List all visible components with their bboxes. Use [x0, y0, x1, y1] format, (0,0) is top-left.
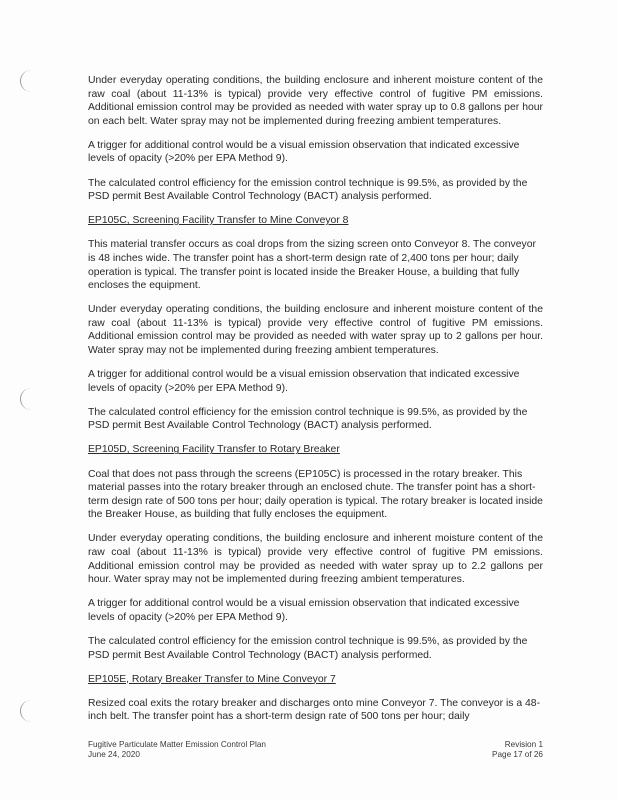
binder-hole-mark — [20, 700, 31, 722]
section-heading: EP105E, Rotary Breaker Transfer to Mine Conveyor 7 — [88, 673, 336, 685]
paragraph: This material transfer occurs as coal drops from the sizing screen onto Conveyor 8. The conveyor is 48 inches wide. The transfer point has a short-term design rate of 2,400 tons per hour; daily operation is typical. The transfer point is located inside the Breaker House, a building that fully encloses the equipment. — [88, 239, 536, 292]
page-footer — [88, 740, 543, 760]
paragraph: A trigger for additional control would be a visual emission observation that indicated excessive levels of opacity (>20% per EPA Method 9). — [88, 598, 520, 623]
paragraph: Under everyday operating conditions, the building enclosure and inherent moisture content of the raw coal (about 11-13% is typical) provide very effective control of fugitive PM emissions. Additional emission control may be provided as needed with water spray up to 0.8 gallons per hour on each belt. Water spray may not be implemented during freezing ambient temperatures. — [88, 75, 543, 127]
binder-hole-mark — [20, 388, 31, 410]
paragraph: A trigger for additional control would be a visual emission observation that indicated excessive levels of opacity (>20% per EPA Method 9). — [88, 369, 520, 394]
paragraph: The calculated control efficiency for the emission control technique is 99.5%, as provided by the PSD permit Best Available Control Technology (BACT) analysis performed. — [88, 177, 528, 203]
paragraph: The calculated control efficiency for the emission control technique is 99.5%, as provided by the PSD permit Best Available Control Technology (BACT) analysis performed. — [88, 406, 528, 432]
paragraph: Under everyday operating conditions, the building enclosure and inherent moisture content of the raw coal (about 11-13% is typical) provide very effective control of fugitive PM emissions. Additional emission control may be provided as needed with water spray up to 2 gallons per hour. Water spray may not be implemented during freezing ambient temperatures. — [88, 304, 543, 356]
paragraph: Coal that does not pass through the screens (EP105C) is processed in the rotary breaker. This material passes into the rotary breaker through an enclosed chute. The transfer point has a short-term design rate of 500 tons per hour; daily operation is typical. The rotary breaker is located inside the Breaker House, as building that fully encloses the equipment. — [88, 468, 543, 521]
paragraph: A trigger for additional control would be a visual emission observation that indicated excessive levels of opacity (>20% per EPA Method 9). — [88, 139, 520, 165]
paragraph: The calculated control efficiency for the emission control technique is 99.5%, as provided by the PSD permit Best Available Control Technology (BACT) analysis performed. — [88, 636, 528, 661]
paragraph: Under everyday operating conditions, the building enclosure and inherent moisture content of the raw coal (about 11-13% is typical) provide very effective control of fugitive PM emissions. Additional emission control may be provided as needed with water spray up to 2.2 gallons per hour. Water spray may not be implemented during freezing ambient temperatures. — [88, 533, 543, 586]
footer-date: June 24, 2020 — [88, 750, 140, 759]
binder-hole-mark — [20, 70, 31, 92]
footer-revision: Revision 1 — [504, 740, 543, 749]
footer-page-number: Page 17 of 26 — [492, 750, 543, 759]
page-body — [88, 74, 543, 734]
section-heading: EP105C, Screening Facility Transfer to Mine Conveyor 8 — [88, 215, 349, 227]
section-heading: EP105D, Screening Facility Transfer to Rotary Breaker — [88, 444, 340, 456]
paragraph: Resized coal exits the rotary breaker and discharges onto mine Conveyor 7. The conveyor is a 48-inch belt. The transfer point has a short-term design rate of 500 tons per hour; daily — [88, 697, 541, 723]
footer-doc-title: Fugitive Particulate Matter Emission Control Plan — [88, 740, 266, 749]
